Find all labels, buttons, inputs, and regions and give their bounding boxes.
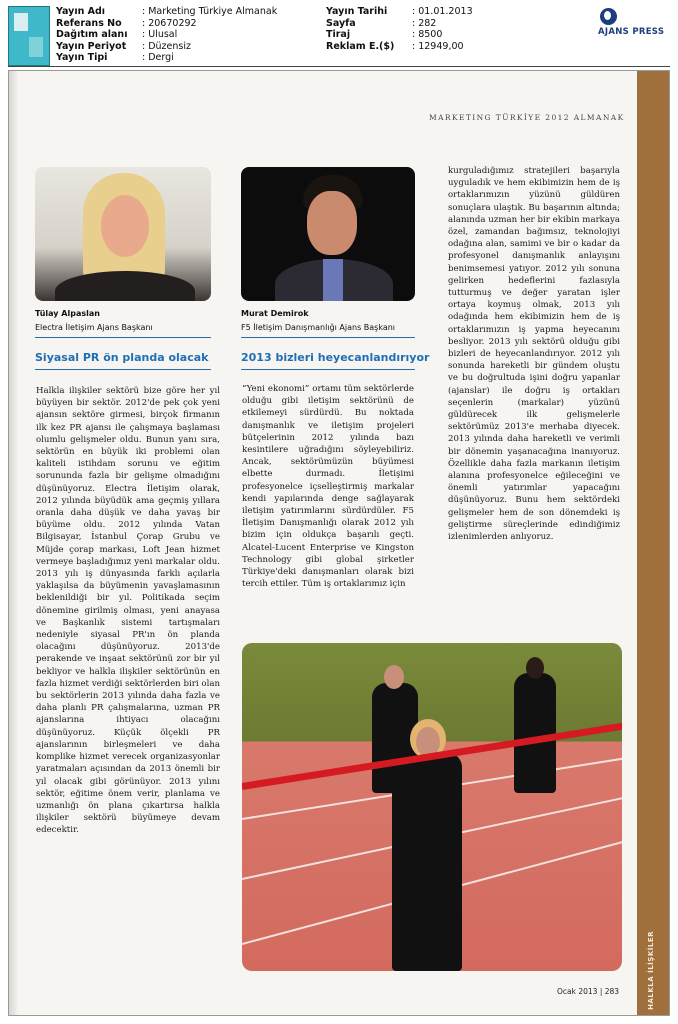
portrait-face [307,191,357,255]
publication-thumbnail [8,6,50,66]
meta-value: : 01.01.2013 [412,6,473,17]
magazine-page [8,70,670,1016]
meta-label: Yayın Tipi [56,52,108,64]
article-body-1: Halkla ilişkiler sektörü bize göre her yıl büyüyen bir sektör. 2012'de pek çok yeni ajansın sektöre girmesi, birçok firmanın ilk kez PR ajansı ile çalışmaya başlaması olumlu gelişmeler oldu. Bunun yanı sıra, sektörün en büyük iki problemi olan kaliteli istihdam sorunu ve eğitim sorununda fazla bir gelişme olmadığını düşünüyoruz. Electra İletişim olarak, 2012 yılında büyüdük ama geçmiş yıllara oranla daha düşük ve daha yavaş bir büyüme oldu. 2012 yılında Vatan Bilgisayar, İstanbul Çorap Grubu ve Müjde çorap markası, Loft Jean hizmet vermeye başladığımız yeni markalar oldu. 2013 yılı iş dünyasında farklı açılarla yaklaşılsa da büyümenin yavaşlamasının beklenildiği bir yıl. Politikada seçim dönemine girilmiş olması, yeni anayasa ve Başkanlık sistemi tartışmaları nedeniyle siyasal PR'ın ön planda olacağını düşünüyoruz. 2013'de perakende ve inşaat sektörünü zor bir yıl bekliyor ve halkla ilişkiler sektörünün en fazla hizmet verdiği sektörlerden biri olan bu sektörlerin 2013 yılında daha fazla ve daha planlı PR çalışmalarına, uzman PR ajanslarına ihtiyacı olacağını düşünüyoruz. Küçük ölçekli PR ajanslarının birleşmeleri ve daha komplike hizmet verecek organizasyonlar yaratmaları açısından da 2013 önemli bir yıl olacak gibi görünüyor. 2013 yılını sektör, eğitime önem verir, planlama ve uzmanlığı ön plana çıkartırsa halkla ilişkiler sektörü büyümeye devam edecektir. [36,386,220,836]
author-name-1: Tülay Alpaslan [35,309,100,318]
portrait-tulay-alpaslan [35,167,211,301]
runner-background-right [514,673,556,793]
headline-1: Siyasal PR ön planda olacak [35,351,209,364]
author-name-2: Murat Demirok [241,309,309,318]
meta-label: Sayfa [326,17,356,29]
thumbnail-block-bottom [29,37,43,57]
meta-row [56,52,277,64]
headline-2: 2013 bizleri heyecanlandırıyor [241,351,430,364]
runner-head [384,665,404,689]
meta-row [56,41,277,53]
author-role-1: Electra İletişim Ajans Başkanı [35,323,153,332]
meta-label: Yayın Tarihi [326,6,388,17]
meta-row [326,41,473,53]
meta-value: : 282 [412,17,437,29]
meta-row [56,29,277,41]
portrait-face [101,195,149,257]
meta-label: Tiraj [326,29,351,41]
column-rule-1b [35,369,211,370]
meta-right [326,6,473,52]
column-rule-1 [35,337,211,338]
clipping-header [0,0,678,68]
meta-label: Dağıtım alanı [56,29,128,41]
meta-row [326,6,473,18]
ajans-press-logo [598,8,672,40]
meta-row [56,6,277,18]
runner-head [526,657,544,679]
meta-value: : Düzensiz [142,40,191,52]
magazine-running-header: MARKETING TÜRKİYE 2012 ALMANAK [429,113,625,122]
portrait-murat-demirok [241,167,415,301]
portrait-body [55,271,195,301]
page-gutter-shadow [9,71,19,1015]
meta-row [326,18,473,30]
globe-icon [600,8,617,25]
meta-row [56,18,277,30]
author-role-2: F5 İletişim Danışmanlığı Ajans Başkanı [241,323,396,332]
article-body-2: “Yeni ekonomi” ortamı tüm sektörlerde olduğu gibi iletişim sektörünü de etkilemeyi sürdürdü. Bu noktada danışmanlık ve iletişim projeleri bütçelerinin 2012 yılında bazı kesintilere uğradığını söyleyebiliriz. Ancak, sektörümüzün büyümesi elbette durmadı. İletişimi profesyonelce içselleştirmiş markalar kendi yapılarında denge sağlayarak iletişim yatırımlarını sürdürdüler. F5 İletişim Danışmanlığı olarak 2012 yılı bizim için oldukça başarılı geçti. Alcatel-Lucent Enterprise ve Kingston Technology gibi global şirketler Türkiye'deki danışmanları olarak bizi tercih ettiler. Tüm iş ortaklarımız için [242,384,414,590]
finish-line-photo [242,643,622,971]
meta-value: : Dergi [142,52,174,64]
meta-label: Yayın Periyot [56,40,127,52]
logo-text: AJANS PRESS [598,27,665,37]
section-label: HALKLA İLİŞKİLER [647,931,655,1010]
section-sidebar [637,71,669,1015]
article-body-3: kurguladığımız stratejileri başarıyla uyguladık ve hem ekibimizin hem de iş ortaklarımızın yüzünü güldüren sonuçlara ulaştık. Bu başarının altında; alanında uzman her bir ekibin markaya özel, zamandan bağımsız, teknolojiyi odağına alan, samimi ve bir o kadar da profesyonel danışmanlık anlayışını benimsemesi yatıyor. 2012 yılı sonuna gelirken hedeflerini fazlasıyla tutturmuş ve değer yaratan işler ortaya koymuş olmak, 2013 yılı odağında hem ekibimizin hem de iş ortaklarımızın iş yapma heyecanını besliyor. 2013 yılı sektörü olduğu gibi bizleri de heyecanlandırıyor. 2012 yılı sonunda hareketli bir gündem oluştu ve bu doğrultuda işini doğru yapanlar (ajanslar) ile doğru iş ortakları seçenlerin (markalar) yüzünü güldürecek ilk gelişmelerle sektörümüz 2013'e merhaba diyecek. 2013 yılında daha hareketli ve verimli bir dönemin yaşanacağına inanıyoruz. Özellikle daha fazla markanın iletişim alanına profesyonelce eğileceğini ve önemli yatırımlar yapacağını düşünüyoruz. Bunu hem sektördeki gelişmeler hem de son dönemdeki iş geliştirme süreçlerinde edindiğimiz izlenimlerden anlıyoruz. [448,166,620,543]
meta-label: Yayın Adı [56,6,106,17]
meta-label: Reklam E.($) [326,40,395,52]
meta-value: : 20670292 [142,17,197,29]
portrait-shirt [323,259,343,301]
column-rule-2 [241,337,415,338]
meta-value: : Marketing Türkiye Almanak [142,6,278,17]
meta-left [56,6,277,64]
runner-winner [392,753,462,971]
column-rule-2b [241,369,415,370]
meta-value: : 12949,00 [412,40,464,52]
header-divider [8,66,670,67]
thumbnail-block-top [14,13,28,31]
meta-value: : Ulusal [142,29,178,41]
meta-value: : 8500 [412,29,443,41]
meta-row [326,29,473,41]
page-footer: Ocak 2013 | 283 [557,987,620,996]
meta-label: Referans No [56,17,122,29]
